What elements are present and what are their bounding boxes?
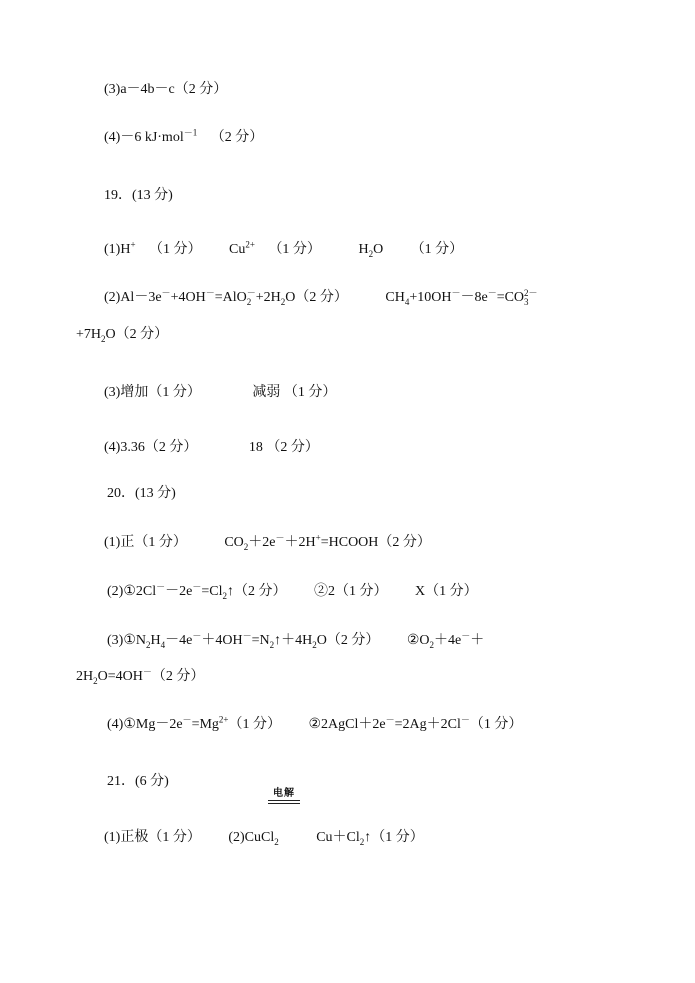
- question-19-heading: 19．(13 分): [104, 188, 173, 203]
- answer-20-2: $(2)①2Cl^--2e^-=Cl_2↑(2$ 分） ②2（1 分） X（1 分）: [107, 581, 478, 601]
- electrolysis-condition-label: 电解: [268, 788, 300, 801]
- answer-20-4: $(4)①Mg-2e^-=Mg^{2+}(1$ 分） ②2AgCl＋2e－=2Ag＋2Cl－（1 分）: [107, 714, 523, 732]
- answer-19-3: (3)增加（1 分） 减弱 （1 分）: [104, 385, 337, 400]
- answer-20-1: (1)正（1 分） $CO_2+2e^-+2H^+=HCOOH(2$ 分）: [104, 532, 431, 552]
- answer-19-4: (4)3.36（2 分） 18 （2 分）: [104, 440, 319, 455]
- answer-19-2: (2)Al－3e－+4OH－=AlO － 2 $+2H_2O(2$ 分） $CH_4+10OH^--8e^-=CO$ 2－ 3: [104, 287, 538, 308]
- question-20-heading: 20．(13 分): [107, 486, 176, 501]
- answer-20-3-continued: $2H_2O=4OH^-(2$ 分）: [76, 666, 205, 686]
- question-21-heading: 21．(6 分): [107, 774, 169, 789]
- answer-19-1: (1)H+ （1 分） $Cu^{2+}$ （1 分） $H_2O$ （1 分）: [104, 239, 464, 259]
- answer-21-1-2: (1)正极（1 分） (2)CuCl$_2$ $Cu+Cl_2↑(1$ 分）: [104, 830, 424, 847]
- answer-18-3: (3)a－4b－c（2 分）: [104, 82, 228, 97]
- answer-19-2-continued: $+7H_2O(2$ 分）: [76, 327, 169, 344]
- answer-18-4: (4)－6 kJ·mol$^{-1}$ （2 分）: [104, 127, 264, 145]
- answer-20-3: $(3)①N_2H_4-4e^-+4OH^-=N_2↑+4H_2O(2$ 分） $②O_2+4e^-+$: [107, 630, 485, 650]
